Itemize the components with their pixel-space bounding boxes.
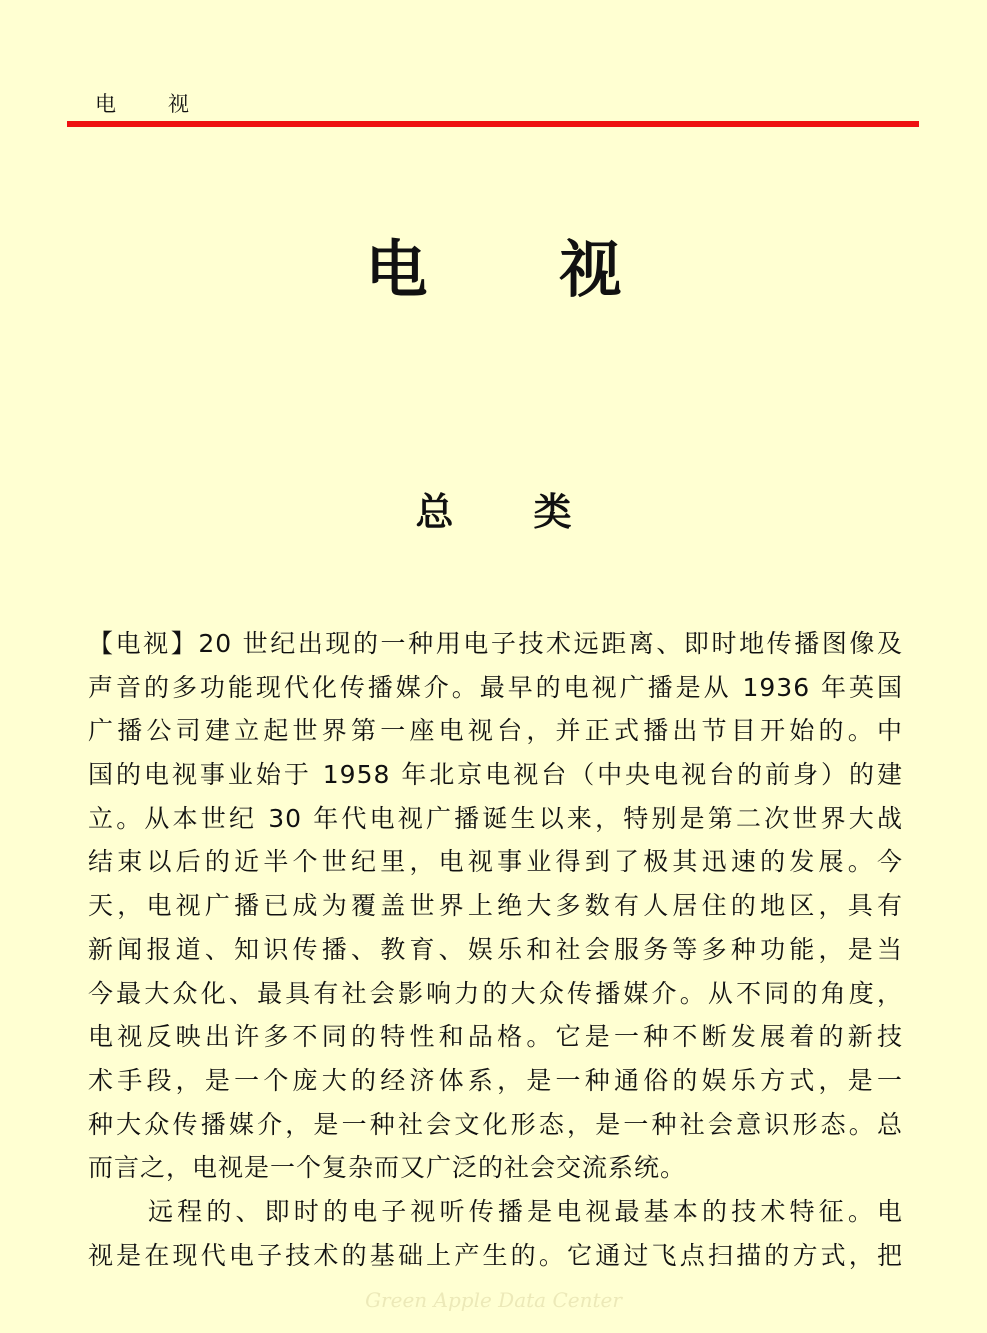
body-line: 远程的、即时的电子视听传播是电视最基本的技术特征。电 (148, 1196, 903, 1226)
page-title-char-2: 视 (559, 233, 622, 306)
section-heading-char-1: 总 (415, 490, 454, 534)
section-heading-char-2: 类 (533, 490, 572, 534)
body-line: 广播公司建立起世界第一座电视台，并正式播出节目开始的。中 (88, 716, 903, 746)
body-line: 立。从本世纪 30 年代电视广播诞生以来，特别是第二次世界大战 (88, 803, 903, 833)
body-line: 术手段，是一个庞大的经济体系，是一种通俗的娱乐方式，是一 (88, 1065, 903, 1095)
body-line: 种大众传播媒介，是一种社会文化形态，是一种社会意识形态。总 (88, 1109, 903, 1139)
section-heading (0, 488, 987, 536)
body-line: 结束以后的近半个世纪里，电视事业得到了极其迅速的发展。今 (88, 847, 903, 877)
body-line: 视是在现代电子技术的基础上产生的。它通过飞点扫描的方式，把 (88, 1240, 903, 1270)
page-title (0, 232, 987, 308)
running-head (95, 88, 189, 118)
watermark: Green Apple Data Center (365, 1288, 622, 1312)
body-paragraphs (88, 622, 903, 1277)
body-line: 天，电视广播已成为覆盖世界上绝大多数有人居住的地区，具有 (88, 891, 903, 921)
page-title-char-1: 电 (365, 233, 428, 306)
body-line: 今最大众化、最具有社会影响力的大众传播媒介。从不同的角度， (88, 978, 903, 1008)
body-line: 国的电视事业始于 1958 年北京电视台（中央电视台的前身）的建 (88, 760, 903, 790)
body-line: 声音的多功能现代化传播媒介。最早的电视广播是从 1936 年英国 (88, 672, 903, 702)
body-line: 而言之，电视是一个复杂而又广泛的社会交流系统。 (88, 1153, 687, 1183)
running-head-char-1: 电 (95, 92, 116, 116)
running-head-char-2: 视 (168, 92, 189, 116)
body-line: 新闻报道、知识传播、教育、娱乐和社会服务等多种功能，是当 (88, 934, 903, 964)
body-line: 电视反映出许多不同的特性和品格。它是一种不断发展着的新技 (88, 1022, 903, 1052)
body-line: 【电视】20 世纪出现的一种用电子技术远距离、即时地传播图像及 (88, 629, 903, 658)
header-rule (67, 121, 919, 127)
